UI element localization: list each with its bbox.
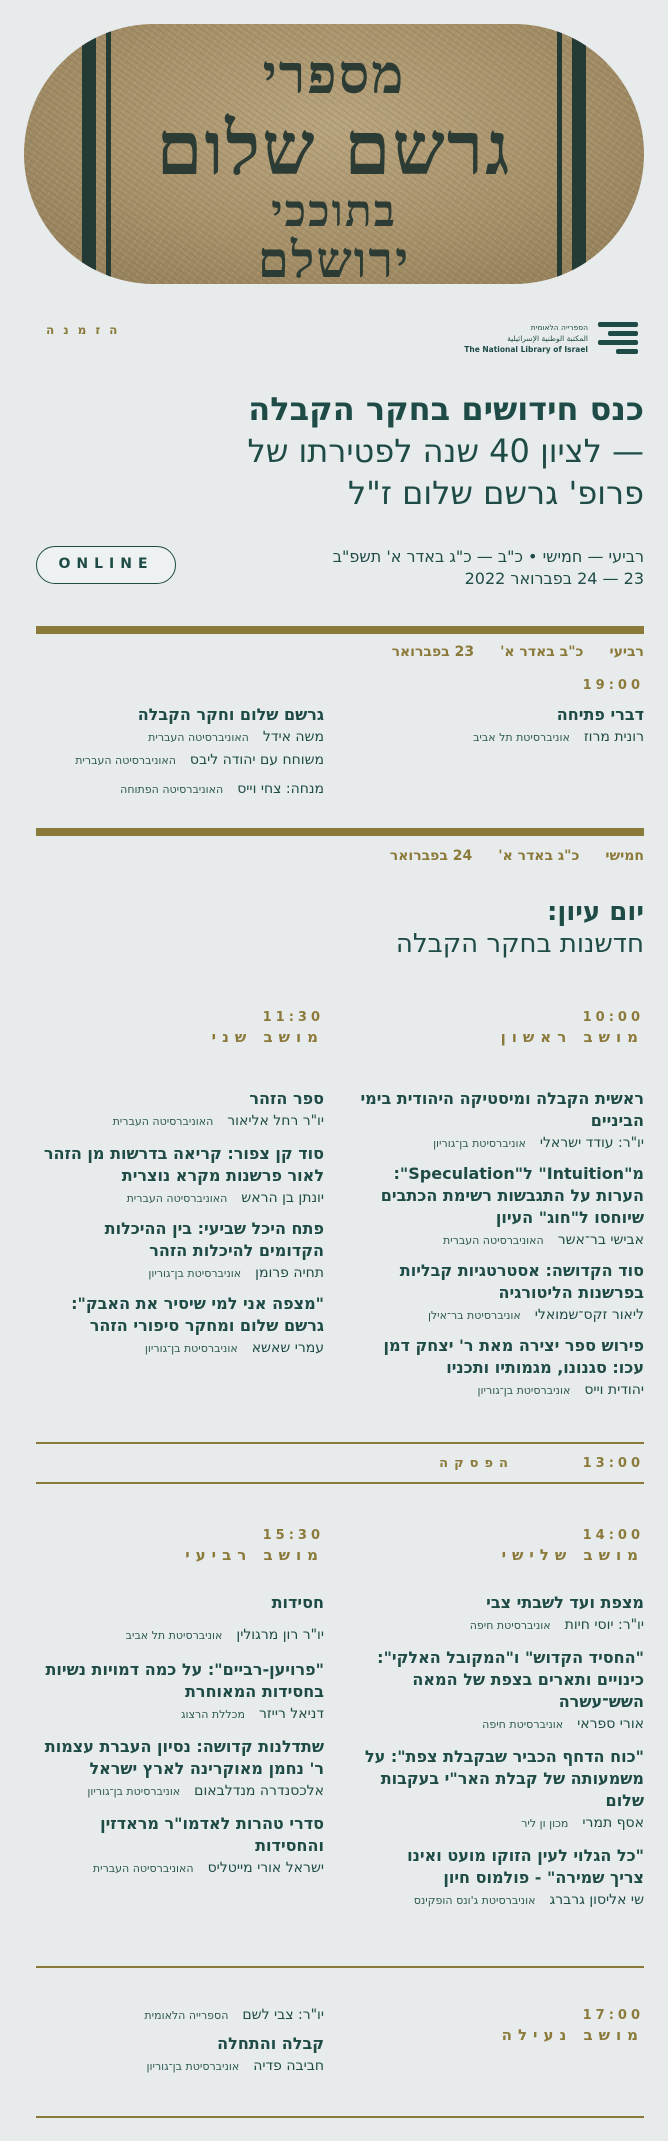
day1-gregorian-date: 23 בפברואר [391, 644, 475, 660]
online-badge[interactable]: ONLINE [36, 546, 176, 584]
session4-time: 15:30 [262, 1528, 324, 1543]
page-title [24, 388, 644, 514]
divider [36, 1482, 644, 1484]
break-label: הפסקה [439, 1456, 514, 1471]
speaker-line: דניאל רייזרמכללת הרצוג [180, 1706, 324, 1722]
talk-title: מ"Intuition" ל"Speculation": הערות על התגבשות רשימת הכתבים שיוחסו ל"חוג" העיון [380, 1164, 644, 1227]
banner-line-3: בתוככי [271, 186, 397, 237]
event-dates [333, 546, 644, 590]
break-time: 13:00 [582, 1456, 644, 1471]
speaker-line: אורי ספראיאוניברסיטת חיפה [482, 1716, 644, 1732]
speaker-line: חביבה פדיהאוניברסיטת בן־גוריון [146, 2058, 324, 2074]
talk-title: סוד הקדושה: אסטרטגיות קבליות בפרשנות הליטורגיה [399, 1261, 644, 1302]
speaker-line: רונית מרוזאוניברסיטת תל אביב [473, 729, 644, 745]
session4-heading: חסידות [271, 1593, 324, 1612]
day2-hebrew-date: כ"ג באדר א' [498, 848, 580, 864]
opening-block [354, 704, 644, 749]
title-line-3: פרופ' גרשם שלום ז"ל [347, 474, 644, 512]
speaker-line: אבישי בר־אשרהאוניברסיטה העברית [442, 1232, 644, 1248]
session3-block [354, 1592, 644, 1912]
day1-time: 19:00 [582, 678, 644, 693]
speaker-line: מנחה: צחי וייסהאוניברסיטה הפתוחה [120, 781, 324, 797]
hebrew-dates: רביעי — חמישי • כ"ב — כ"ג באדר א' תשפ"ב [332, 547, 644, 566]
day1-hebrew-date: כ"ב באדר א' [500, 644, 584, 660]
speaker-line: תחיה פרומןאוניברסיטת בן־גוריון [148, 1265, 324, 1281]
session1-name: מושב ראשון [500, 1028, 644, 1046]
logo-hebrew: הספרייה הלאומית [530, 323, 588, 332]
session3-time: 14:00 [582, 1528, 644, 1543]
closing-name: מושב נעילה [501, 2026, 644, 2044]
divider [36, 2116, 644, 2118]
speaker-line: ליאור זקס־שמואליאוניברסיטת בר־אילן [427, 1307, 644, 1323]
closing-block [34, 2004, 324, 2078]
talk-title: סדרי טהרות לאדמו"ר מראדזין והחסידות [100, 1814, 324, 1855]
talk-title: פתח היכל שביעי: בין ההיכלות הקדומים להיכלות הזהר [104, 1219, 324, 1260]
talk-title: "כוח הדחף הכביר שבקבלת צפת": על משמעותה של קבלת האר"י בעקבות שלום [364, 1747, 644, 1810]
talk-title: "החסיד הקדוש" ו"המקובל האלקי": כינויים ותארים בצפת של המאה השש־עשרה [377, 1648, 644, 1711]
speaker-line: יהודית וייסאוניברסיטת בן־גוריון [477, 1382, 644, 1398]
talk-title: "מצפה אני למי שיסיר את האבק": גרשם שלום ומחקר סיפורי הזהר [71, 1294, 324, 1335]
title-line-2: — לציון 40 שנה לפטירתו של [247, 432, 644, 470]
day1-weekday: רביעי [609, 644, 644, 660]
session4-name: מושב רביעי [185, 1546, 324, 1564]
talk-title: "פרויען-רביים": על כמה דמויות נשיות בחסידות המאוחרת [45, 1660, 324, 1701]
logo-arabic: المكتبة الوطنية الإسرائيلية [507, 334, 588, 343]
logo-english: The National Library of Israel [464, 345, 588, 354]
session1-block [354, 1088, 644, 1402]
speaker-line: ישראל אורי מייטליסהאוניברסיטה העברית [92, 1860, 324, 1876]
talk-title: פירוש ספר יצירה מאת ר' יצחק דמן עכו: סגנונו, מגמותיו ותכניו [383, 1336, 644, 1377]
break-row [344, 1456, 644, 1476]
divider [36, 1966, 644, 1968]
closing-chair: יו"ר: צבי לשםהספרייה הלאומית [144, 2007, 324, 2023]
opening-title: דברי פתיחה [556, 705, 644, 724]
day1-header [366, 644, 644, 660]
invite-label: הזמנה [46, 323, 127, 337]
speaker-line: אסף תמרימכון ון ליר [521, 1815, 644, 1831]
speaker-line: יונתן בן הראשהאוניברסיטה העברית [126, 1190, 324, 1206]
study-day-theme: חדשנות בחקר הקבלה [395, 929, 644, 959]
divider [36, 626, 644, 634]
speaker-line: שי אליסון גרברגאוניברסיטת ג'ונס הופקינס [413, 1892, 644, 1908]
day2-weekday: חמישי [605, 848, 644, 864]
divider [36, 828, 644, 836]
closing-time: 17:00 [582, 2008, 644, 2023]
session3-name: מושב שלישי [501, 1546, 644, 1564]
talk-title: סוד קן צפור: קריאה בדרשות מן הזהר לאור פרשנות מקרא נוצרית [43, 1144, 324, 1185]
banner-line-1: מספרי [262, 42, 406, 106]
banner-line-2: גרשם שלום [156, 106, 512, 192]
study-day-title [396, 896, 644, 960]
session1-time: 10:00 [582, 1010, 644, 1025]
gregorian-dates: 23 — 24 בפברואר 2022 [464, 569, 644, 588]
library-logo[interactable] [438, 320, 638, 360]
session4-block [34, 1592, 324, 1880]
session4-chair: יו"ר רון מרגוליןאוניברסיטת תל אביב [125, 1627, 324, 1643]
session2-chair: יו"ר רחל אליאורהאוניברסיטה העברית [112, 1113, 324, 1129]
session1-chair: יו"ר: עודד ישראליאוניברסיטת בן־גוריון [433, 1135, 644, 1151]
speaker-line: עמרי שאשאאוניברסיטת בן־גוריון [144, 1340, 324, 1356]
closing-title: קבלה והתחלה [217, 2034, 324, 2053]
speaker-line: משה אידלהאוניברסיטה העברית [148, 729, 324, 745]
speaker-line: אלכסנדרה מנדלבאוםאוניברסיטת בן־גוריון [87, 1783, 324, 1799]
session1-heading: ראשית הקבלה ומיסטיקה היהודית בימי הביניים [360, 1089, 644, 1130]
session2-heading: ספר הזהר [249, 1089, 324, 1108]
day2-header [364, 848, 644, 864]
library-logo-icon [598, 322, 638, 356]
session3-heading: מצפת ועד לשבתי צבי [486, 1593, 644, 1612]
session2-block [34, 1088, 324, 1360]
talk-title: שתדלנות קדושה: נסיון העברת עצמות ר' נחמן מאוקרינה לארץ ישראל [44, 1737, 324, 1778]
title-line-1: כנס חידושים בחקר הקבלה [248, 390, 644, 428]
study-day-label: יום עיון: [547, 897, 644, 927]
session2-time: 11:30 [262, 1010, 324, 1025]
day2-gregorian-date: 24 בפברואר [389, 848, 473, 864]
divider [36, 1442, 644, 1444]
talk-title: "כל הגלוי לעין הזוקו מועט ואינו צריך שמירה" - פולמוס חיון [407, 1846, 644, 1887]
scholem-title: גרשם שלום וחקר הקבלה [137, 705, 324, 724]
banner-image [24, 24, 644, 284]
session2-name: מושב שני [211, 1028, 324, 1046]
speaker-line: משוחח עם יהודה ליבסהאוניברסיטה העברית [75, 752, 324, 768]
scholem-block [34, 704, 324, 801]
banner-line-4: ירושלם [257, 230, 411, 284]
session3-chair: יו"ר: יוסי חיותאוניברסיטת חיפה [469, 1617, 644, 1633]
